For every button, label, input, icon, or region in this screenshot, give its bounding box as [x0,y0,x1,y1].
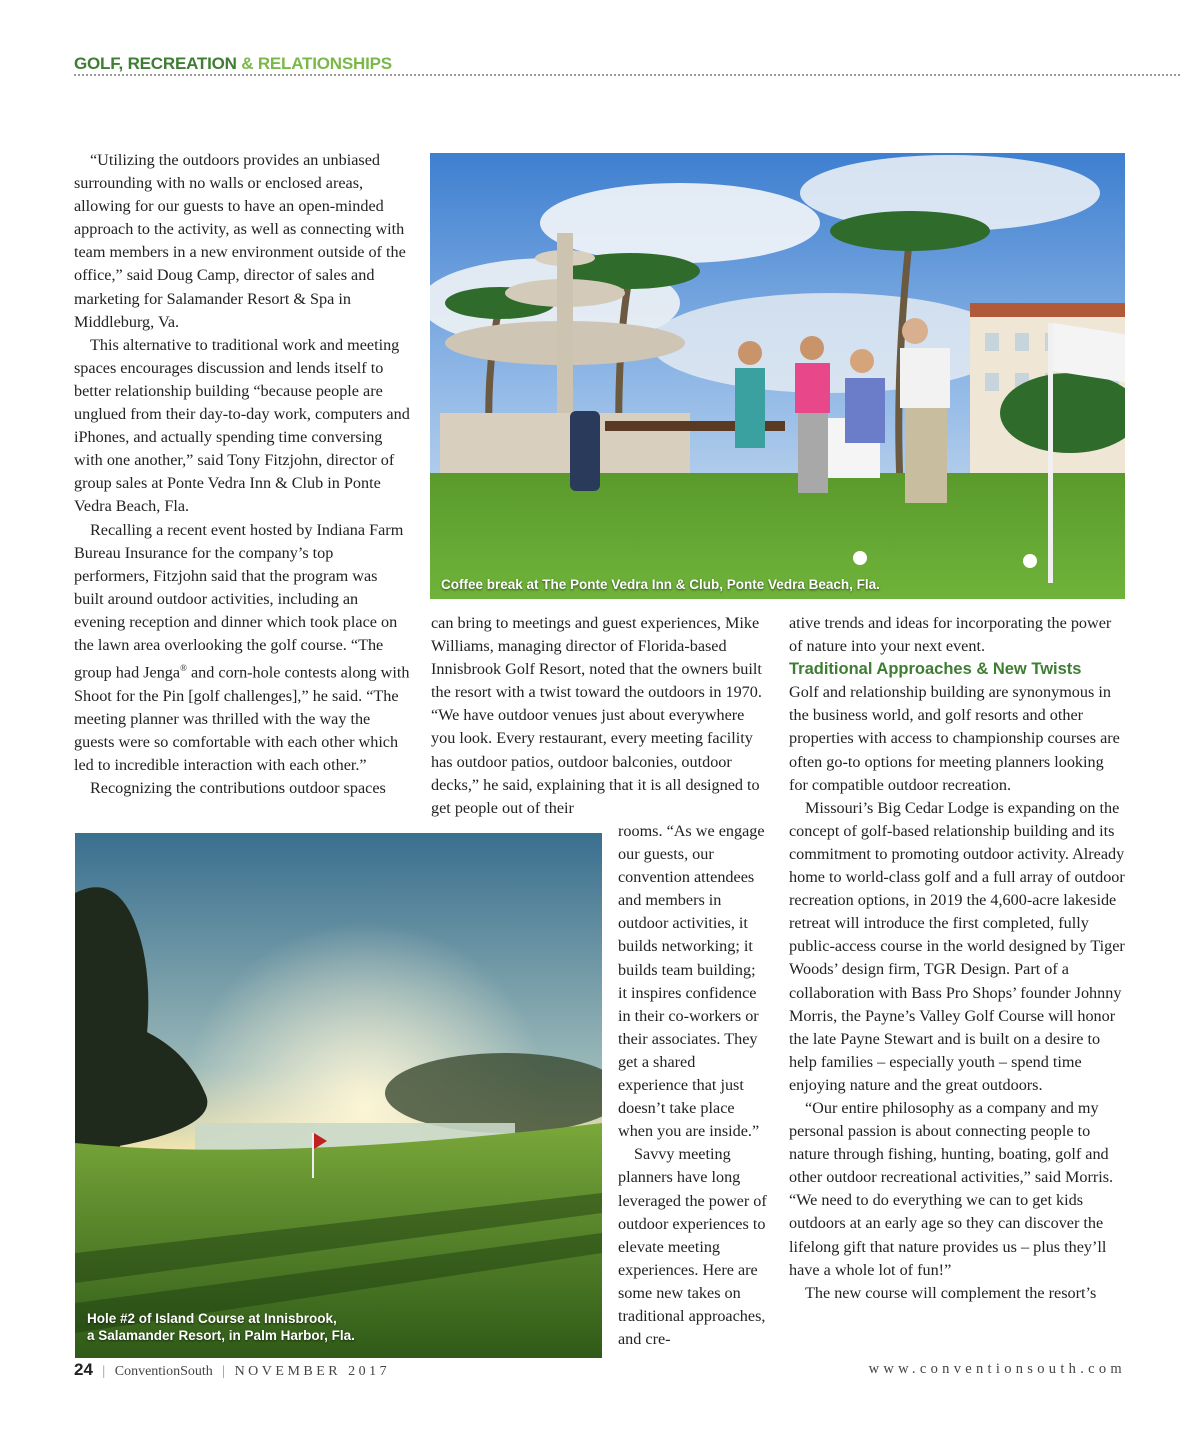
photo-caption: Coffee break at The Ponte Vedra Inn & Club, Ponte Vedra Beach, Fla. [441,577,880,592]
photo-ponte-vedra [430,153,1125,599]
paragraph: Missouri’s Big Cedar Lodge is expanding on the concept of golf-based relationship building and its commitment to promoting outdoor activity. Already home to world-class golf and a full array of outdoor recreation options, in 2019 the 4,600-acre lakeside retreat will introduce the first completed, fully public-access course in the world designed by Tiger Woods’ design firm, TGR Design. Part of a collaboration with Bass Pro Shops’ founder Johnny Morris, the Payne’s Valley Golf Course will honor the late Payne Stewart and is built on a desire to help families – especially youth – spend time enjoying nature and the great outdoors. [789,798,1125,1094]
magazine-name: ConventionSouth [114,1364,213,1379]
paragraph: Savvy meeting planners have long leveraged the power of outdoor experiences to elevate meeting experiences. Here are some new takes on traditional approaches, and cre- [618,1145,767,1349]
photo-caption: Hole #2 of Island Course at Innisbrook, a Salamander Resort, in Palm Harbor, Fla. [87,1311,355,1343]
page-number: 24 [74,1360,93,1379]
paragraph: Golf and relationship building are synonymous in the business world, and golf resorts and other properties with access to championship courses are often go-to options for meeting planners looking for compatible outdoor recreation. [789,683,1120,794]
article-column-1 [74,149,410,800]
footer-left [74,1360,390,1380]
paragraph: can bring to meetings and guest experiences, Mike Williams, managing director of Florida-based Innisbrook Golf Resort, noted that the owners built the resort with a twist toward the outdoors in 1970. “We have outdoor venues just about everywhere you look. Every restaurant, every meeting facility has outdoor patios, outdoor balconies, outdoor decks,” he said, explaining that it is all designed to get people out of their [431,614,762,817]
paragraph: Recognizing the contributions outdoor spaces [90,778,386,797]
article-column-3 [789,612,1125,1305]
paragraph: This alternative to traditional work and meeting spaces encourages discussion and lends itself to better relationship building “because people are unglued from their day-to-day work, computers and iPhones, and actually spending time conversing with one another,” said Tony Fitzjohn, director of group sales at Ponte Vedra Inn & Club in Ponte Vedra Beach, Fla. [74,335,410,516]
footer-separator: | [102,1364,106,1379]
issue-date: NOVEMBER 2017 [234,1364,391,1379]
article-column-2 [431,612,767,820]
paragraph: ative trends and ideas for incorporating the power of nature into your next event. [789,614,1112,656]
footer-separator: | [222,1364,226,1379]
photo-innisbrook [75,833,602,1358]
article-column-2-narrow [618,820,767,1351]
paragraph: rooms. “As we engage our guests, our convention attendees and members in outdoor activities, it builds networking; it builds team building; it inspires confidence in their co-workers or their associates. They get a shared experience that just doesn’t take place when you are inside.” [618,822,765,1141]
paragraph: “Our entire philosophy as a company and my personal passion is about connecting people to nature through fishing, hunting, boating, golf and other outdoor recreational activities,” said Morris. “We need to do everything we can to get kids outdoors at an early age so they can discover the lifelong gift that nature provides us – plus they’ll have a whole lot of fun!” [789,1098,1114,1279]
section-header [74,54,392,74]
section-title-part1: GOLF, RECREATION [74,54,242,73]
paragraph: The new course will complement the resort’s [805,1283,1097,1302]
paragraph: Recalling a recent event hosted by Indiana Farm Bureau Insurance for the company’s top performers, Fitzjohn said that the program was built around outdoor activities, including an evening reception and dinner which took place on the lawn area overlooking the golf course. “The group had Jenga® and corn-hole contests along with Shoot for the Pin [golf challenges],” he said. “The meeting planner was thrilled with the way the guests were so comfortable with each other which led to incredible interaction with each other.” [74,520,410,774]
section-title-part2: & RELATIONSHIPS [241,54,392,73]
website-url: www.conventionsouth.com [868,1361,1126,1377]
header-dotted-rule [74,74,1180,76]
paragraph: “Utilizing the outdoors provides an unbiased surrounding with no walls or enclosed areas, allowing for our guests to have an open-minded approach to the activity, as well as connecting with team members in a new environment outside of the office,” said Doug Camp, director of sales and marketing for Salamander Resort & Spa in Middleburg, Va. [74,151,406,331]
subhead: Traditional Approaches & New Twists [789,660,1082,679]
